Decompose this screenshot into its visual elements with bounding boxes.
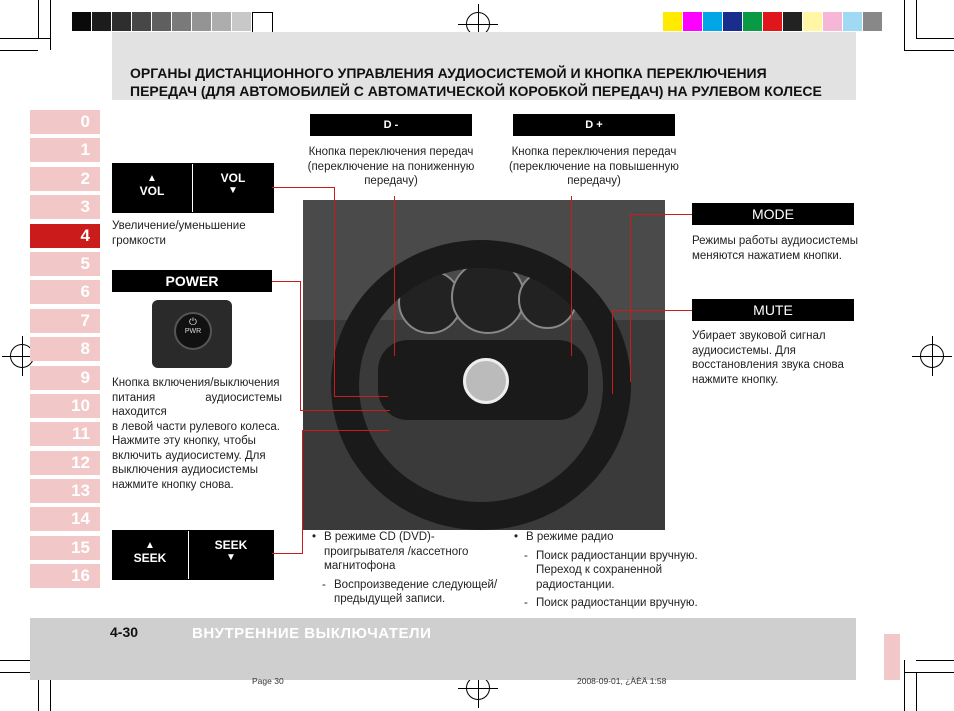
vol-up-label: VOL <box>139 184 165 198</box>
color-swatch <box>683 12 702 31</box>
note-line: радиостанции. <box>536 578 615 591</box>
d-plus-label: D + <box>513 114 675 136</box>
radio-mode-note <box>514 530 734 611</box>
dash: - <box>524 549 528 562</box>
color-swatch <box>843 12 862 31</box>
up-arrow-icon: ▲ <box>145 540 155 551</box>
desc-line: Режимы работы аудиосистемы <box>692 235 858 247</box>
desc-line: передачу) <box>567 175 621 187</box>
dash: - <box>524 597 528 609</box>
note-line: магнитофона <box>324 560 396 572</box>
seek-up-label: SEEK <box>133 551 167 565</box>
desc-line: меняются нажатием кнопки. <box>692 249 842 262</box>
chapter-tab-0[interactable]: 0 <box>30 110 100 134</box>
chapter-tab-6[interactable]: 6 <box>30 280 100 304</box>
desc-line: в левой части рулевого колеса. <box>112 420 280 433</box>
desc-line: аудиосистемы. Для <box>692 344 796 357</box>
chapter-tab-12[interactable]: 12 <box>30 451 100 475</box>
power-icon: ⏻ PWR <box>174 312 212 350</box>
color-swatch <box>663 12 682 31</box>
gray-swatch <box>132 12 151 31</box>
chapter-tab-3[interactable]: 3 <box>30 195 100 219</box>
color-swatch <box>723 12 742 31</box>
note-line: Поиск радиостанции вручную. <box>536 549 698 562</box>
note-line: Переход к сохраненной <box>536 564 663 576</box>
pwr-text: PWR <box>184 328 202 335</box>
gray-swatch <box>112 12 131 31</box>
chapter-tabs <box>30 110 100 593</box>
vol-description <box>112 219 246 248</box>
title-line: ОРГАНЫ ДИСТАНЦИОННОГО УПРАВЛЕНИЯ АУДИОСИСТЕМОЙ И КНОПКА ПЕРЕКЛЮЧЕНИЯ <box>130 65 767 81</box>
footer-band <box>30 618 856 680</box>
steering-wheel-photo <box>303 200 665 530</box>
dash: - <box>322 578 326 591</box>
note-line: проигрывателя /кассетного <box>324 545 469 558</box>
logo-icon <box>463 358 509 404</box>
d-minus-label: D - <box>310 114 472 136</box>
d-minus-description <box>296 145 486 189</box>
chapter-tab-2[interactable]: 2 <box>30 167 100 191</box>
desc-line: Увеличение/уменьшение <box>112 220 246 232</box>
note-line: предыдущей записи. <box>334 593 446 605</box>
bullet: • <box>514 531 519 543</box>
vol-down-half <box>193 164 273 212</box>
desc-line: включить аудиосистему. Для <box>112 449 266 462</box>
page-number: 4-30 <box>110 624 139 640</box>
print-date: 2008-09-01, ¿ÀÈÄ 1:58 <box>577 676 667 686</box>
desc-line: выключения аудиосистемы <box>112 464 258 476</box>
cd-mode-note <box>312 530 512 607</box>
up-arrow-icon: ▲ <box>147 173 157 184</box>
color-swatch <box>803 12 822 31</box>
gray-swatch <box>92 12 111 31</box>
mode-label: MODE <box>692 203 854 225</box>
desc-line: питания аудиосистемы находится <box>112 391 282 418</box>
edge-tab <box>884 634 900 680</box>
power-description <box>112 376 282 492</box>
gray-swatch <box>172 12 191 31</box>
color-swatch <box>783 12 802 31</box>
gray-swatch <box>192 12 211 31</box>
desc-line: восстановления звука снова <box>692 359 844 371</box>
chapter-tab-10[interactable]: 10 <box>30 394 100 418</box>
gray-swatch <box>152 12 171 31</box>
note-line: В режиме радио <box>526 531 614 543</box>
chapter-tab-15[interactable]: 15 <box>30 536 100 560</box>
seek-down-label: SEEK <box>214 538 248 552</box>
section-title: ВНУТРЕННИЕ ВЫКЛЮЧАТЕЛИ <box>192 625 432 642</box>
chapter-tab-1[interactable]: 1 <box>30 138 100 162</box>
mute-label: MUTE <box>692 299 854 321</box>
desc-line: Кнопка переключения передач <box>308 146 474 158</box>
color-swatch <box>743 12 762 31</box>
desc-line: (переключение на повышенную <box>509 160 679 173</box>
power-label: POWER <box>112 270 272 292</box>
page-title <box>130 64 850 100</box>
vol-up-half <box>113 164 191 212</box>
vol-down-label: VOL <box>220 171 246 185</box>
chapter-tab-9[interactable]: 9 <box>30 366 100 390</box>
note-line: Поиск радиостанции вручную. <box>536 597 698 609</box>
desc-line: Убирает звуковой сигнал <box>692 330 826 342</box>
desc-line: Нажмите эту кнопку, чтобы <box>112 435 256 447</box>
chapter-tab-8[interactable]: 8 <box>30 337 100 361</box>
mute-description <box>692 329 844 387</box>
note-line: В режиме CD (DVD)- <box>324 531 435 543</box>
desc-line: передачу) <box>364 175 418 187</box>
bullet: • <box>312 531 317 543</box>
print-page: Page 30 <box>252 676 284 686</box>
color-swatch <box>863 12 882 31</box>
color-swatch <box>763 12 782 31</box>
title-line: ПЕРЕДАЧ (ДЛЯ АВТОМОБИЛЕЙ С АВТОМАТИЧЕСКОЙ КОРОБКОЙ ПЕРЕДАЧ) НА РУЛЕВОМ КОЛЕСЕ <box>130 83 822 99</box>
chapter-tab-14[interactable]: 14 <box>30 507 100 531</box>
down-arrow-icon: ▼ <box>226 552 236 563</box>
d-plus-description <box>499 145 689 189</box>
desc-line: громкости <box>112 234 166 247</box>
desc-line: нажмите кнопку. <box>692 373 779 386</box>
chapter-tab-16[interactable]: 16 <box>30 564 100 588</box>
chapter-tab-4[interactable]: 4 <box>30 224 100 248</box>
gray-swatch <box>252 12 273 33</box>
gray-swatch <box>232 12 251 31</box>
gray-swatch <box>212 12 231 31</box>
color-swatch <box>823 12 842 31</box>
chapter-tab-5[interactable]: 5 <box>30 252 100 276</box>
seek-button-graphic <box>112 530 274 580</box>
color-swatch <box>703 12 722 31</box>
chapter-tab-11[interactable]: 11 <box>30 422 100 446</box>
gray-swatch <box>72 12 91 31</box>
vol-button-graphic <box>112 163 274 213</box>
power-button-photo <box>152 300 232 368</box>
down-arrow-icon: ▼ <box>228 185 238 196</box>
registration-mark-right <box>920 344 944 368</box>
seek-up-half <box>113 531 187 579</box>
desc-line: Кнопка переключения передач <box>511 146 677 158</box>
desc-line: (переключение на пониженную <box>307 160 475 173</box>
desc-line: Кнопка включения/выключения <box>112 377 280 389</box>
chapter-tab-7[interactable]: 7 <box>30 309 100 333</box>
note-line: Воспроизведение следующей/ <box>334 578 498 591</box>
seek-down-half <box>189 531 273 579</box>
mode-description <box>692 234 858 263</box>
desc-line: нажмите кнопку снова. <box>112 478 234 491</box>
chapter-tab-13[interactable]: 13 <box>30 479 100 503</box>
